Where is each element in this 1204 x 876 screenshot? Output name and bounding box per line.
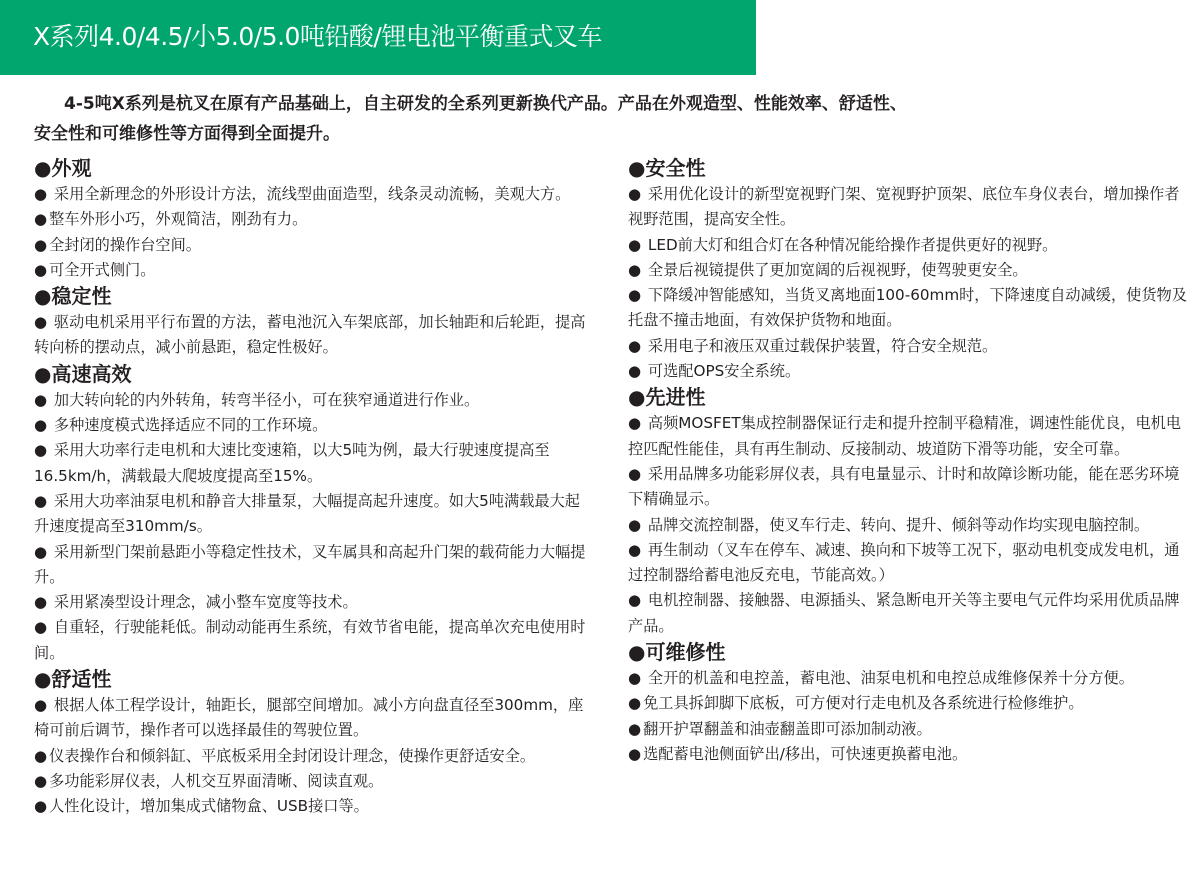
list-item: ● 仪表操作台和倾斜缸、平底板采用全封闭设计理念，使操作更舒适安全。	[34, 746, 536, 765]
list-item: ● 采用全新理念的外形设计方法，流线型曲面造型，线条灵动流畅，美观大方。	[34, 185, 571, 203]
list-item: ● 下降缓冲智能感知，当货叉离地面100-60mm时，下降速度自动减缓，使货物及托盘不撞击地面，有效保护货物和地面。	[628, 286, 1187, 330]
section-title: ●高速高效	[34, 361, 132, 386]
page-title: X系列4.0/4.5/小5.0/5.0吨铅酸/锂电池平衡重式叉车	[33, 22, 602, 51]
bullet-icon: ●	[34, 210, 48, 229]
bullet-icon: ●	[628, 385, 646, 410]
section-stability	[34, 283, 590, 361]
list-item: ● 采用大功率油泵电机和静音大排量泵，大幅提高起升速度。如大5吨满载最大起升速度提高至310mm/s。	[34, 491, 580, 536]
list-item: ● 选配蓄电池侧面铲出/移出，可快速更换蓄电池。	[628, 744, 968, 763]
bullet-icon: ●	[34, 156, 52, 180]
intro-line-2: 安全性和可维修性等方面得到全面提升。	[34, 124, 340, 144]
section-title: ●安全性	[628, 156, 706, 180]
section-efficiency	[34, 361, 590, 666]
section-title: ●先进性	[628, 385, 706, 410]
bullet-icon: ●	[34, 696, 48, 715]
bullet-icon: ●	[34, 390, 48, 409]
list-item: ● LED前大灯和组合灯在各种情况能给操作者提供更好的视野。	[628, 235, 1058, 254]
bullet-icon: ●	[628, 286, 642, 305]
list-item: ● 免工具拆卸脚下底板，可方便对行走电机及各系统进行检修维护。	[628, 694, 1084, 713]
list-item: ● 根据人体工程学设计，轴距长，腿部空间增加。减小方向盘直径至300mm，座椅可前后调节，操作者可以选择最佳的驾驶位置。	[34, 696, 584, 740]
bullet-icon: ●	[34, 313, 48, 332]
bullet-icon: ●	[628, 362, 642, 381]
left-column	[34, 155, 590, 820]
right-column	[628, 155, 1190, 767]
intro-paragraph	[34, 89, 1044, 149]
intro-line-1: 4-5吨X系列是杭叉在原有产品基础上，自主研发的全系列更新换代产品。产品在外观造型、性能效率、舒适性、	[64, 94, 907, 114]
list-item: ● 采用品牌多功能彩屏仪表，具有电量显示、计时和故障诊断功能，能在恶劣环境下精确显示。	[628, 464, 1180, 509]
list-item: ● 采用新型门架前悬距小等稳定性技术，叉车属具和高起升门架的载荷能力大幅提升。	[34, 542, 586, 586]
bullet-icon: ●	[34, 185, 48, 203]
section-safety	[628, 155, 1190, 384]
list-item: ● 驱动电机采用平行布置的方法，蓄电池沉入车架底部，加长轴距和后轮距，提高转向桥的摆动点，减小前悬距，稳定性极好。	[34, 313, 586, 357]
list-item: ● 全开的机盖和电控盖，蓄电池、油泵电机和电控总成维修保养十分方便。	[628, 669, 1134, 688]
bullet-icon: ●	[628, 235, 642, 254]
bullet-icon: ●	[34, 797, 48, 816]
bullet-icon: ●	[628, 464, 642, 483]
list-item: ● 人性化设计，增加集成式储物盒、USB接口等。	[34, 797, 369, 816]
bullet-icon: ●	[34, 618, 48, 637]
bullet-icon: ●	[628, 540, 642, 559]
list-item: ● 品牌交流控制器，使叉车行走、转向、提升、倾斜等动作均实现电脑控制。	[628, 515, 1150, 534]
bullet-icon: ●	[628, 669, 642, 688]
bullet-icon: ●	[34, 235, 48, 254]
list-item: ● 可选配OPS安全系统。	[628, 362, 801, 381]
list-item: ● 再生制动（叉车在停车、减速、换向和下坡等工况下，驱动电机变成发电机，通过控制器给蓄电池反充电，节能高效。）	[628, 540, 1180, 585]
list-item: ● 全封闭的操作台空间。	[34, 235, 201, 254]
bullet-icon: ●	[34, 361, 52, 386]
list-item: ● 采用大功率行走电机和大速比变速箱，以大5吨为例，最大行驶速度提高至16.5km/h，满载最大爬坡度提高至15%。	[34, 441, 550, 485]
section-title: ●外观	[34, 156, 92, 180]
list-item: ● 多功能彩屏仪表，人机交互界面清晰、阅读直观。	[34, 771, 384, 790]
list-item: ● 采用优化设计的新型宽视野门架、宽视野护顶架、底位车身仪表台，增加操作者视野范围，提高安全性。	[628, 185, 1180, 229]
bullet-icon: ●	[628, 156, 646, 180]
list-item: ● 自重轻，行驶能耗低。制动动能再生系统，有效节省电能，提高单次充电使用时间。	[34, 618, 586, 662]
bullet-icon: ●	[628, 336, 642, 355]
section-maintainability	[628, 639, 1190, 767]
section-title: ●舒适性	[34, 667, 112, 692]
bullet-icon: ●	[34, 667, 52, 692]
bullet-icon: ●	[34, 260, 48, 279]
bullet-icon: ●	[628, 414, 642, 433]
bullet-icon: ●	[628, 260, 642, 279]
bullet-icon: ●	[628, 591, 642, 610]
list-item: ● 全景后视镜提供了更加宽阔的后视视野，使驾驶更安全。	[628, 260, 1028, 279]
bullet-icon: ●	[34, 491, 48, 510]
bullet-icon: ●	[628, 185, 642, 203]
list-item: ● 采用紧凑型设计理念，减小整车宽度等技术。	[34, 593, 358, 612]
section-comfort	[34, 666, 590, 819]
header-banner	[0, 0, 756, 75]
bullet-icon: ●	[34, 416, 48, 435]
bullet-icon: ●	[34, 542, 48, 561]
list-item: ● 电机控制器、接触器、电源插头、紧急断电开关等主要电气元件均采用优质品牌产品。	[628, 591, 1180, 635]
list-item: ● 整车外形小巧，外观简洁，刚劲有力。	[34, 210, 308, 229]
section-title: ●可维修性	[628, 640, 726, 665]
bullet-icon: ●	[34, 284, 52, 309]
list-item: ● 可全开式侧门。	[34, 260, 156, 279]
list-item: ● 翻开护罩翻盖和油壶翻盖即可添加制动液。	[628, 719, 932, 738]
bullet-icon: ●	[628, 744, 642, 763]
bullet-icon: ●	[628, 719, 642, 738]
list-item: ● 多种速度模式选择适应不同的工作环境。	[34, 416, 328, 435]
section-title: ●稳定性	[34, 284, 112, 309]
list-item: ● 高频MOSFET集成控制器保证行走和提升控制平稳精准，调速性能优良，电机电控匹配性能佳，具有再生制动、反接制动、坡道防下滑等功能，安全可靠。	[628, 414, 1182, 458]
bullet-icon: ●	[34, 593, 48, 612]
section-appearance	[34, 155, 590, 283]
bullet-icon: ●	[628, 640, 646, 665]
bullet-icon: ●	[34, 441, 48, 460]
section-advanced	[628, 384, 1190, 639]
list-item: ● 采用电子和液压双重过载保护装置，符合安全规范。	[628, 336, 998, 355]
bullet-icon: ●	[628, 515, 642, 534]
bullet-icon: ●	[34, 771, 48, 790]
list-item: ● 加大转向轮的内外转角，转弯半径小，可在狭窄通道进行作业。	[34, 390, 480, 409]
bullet-icon: ●	[628, 694, 642, 713]
bullet-icon: ●	[34, 746, 48, 765]
